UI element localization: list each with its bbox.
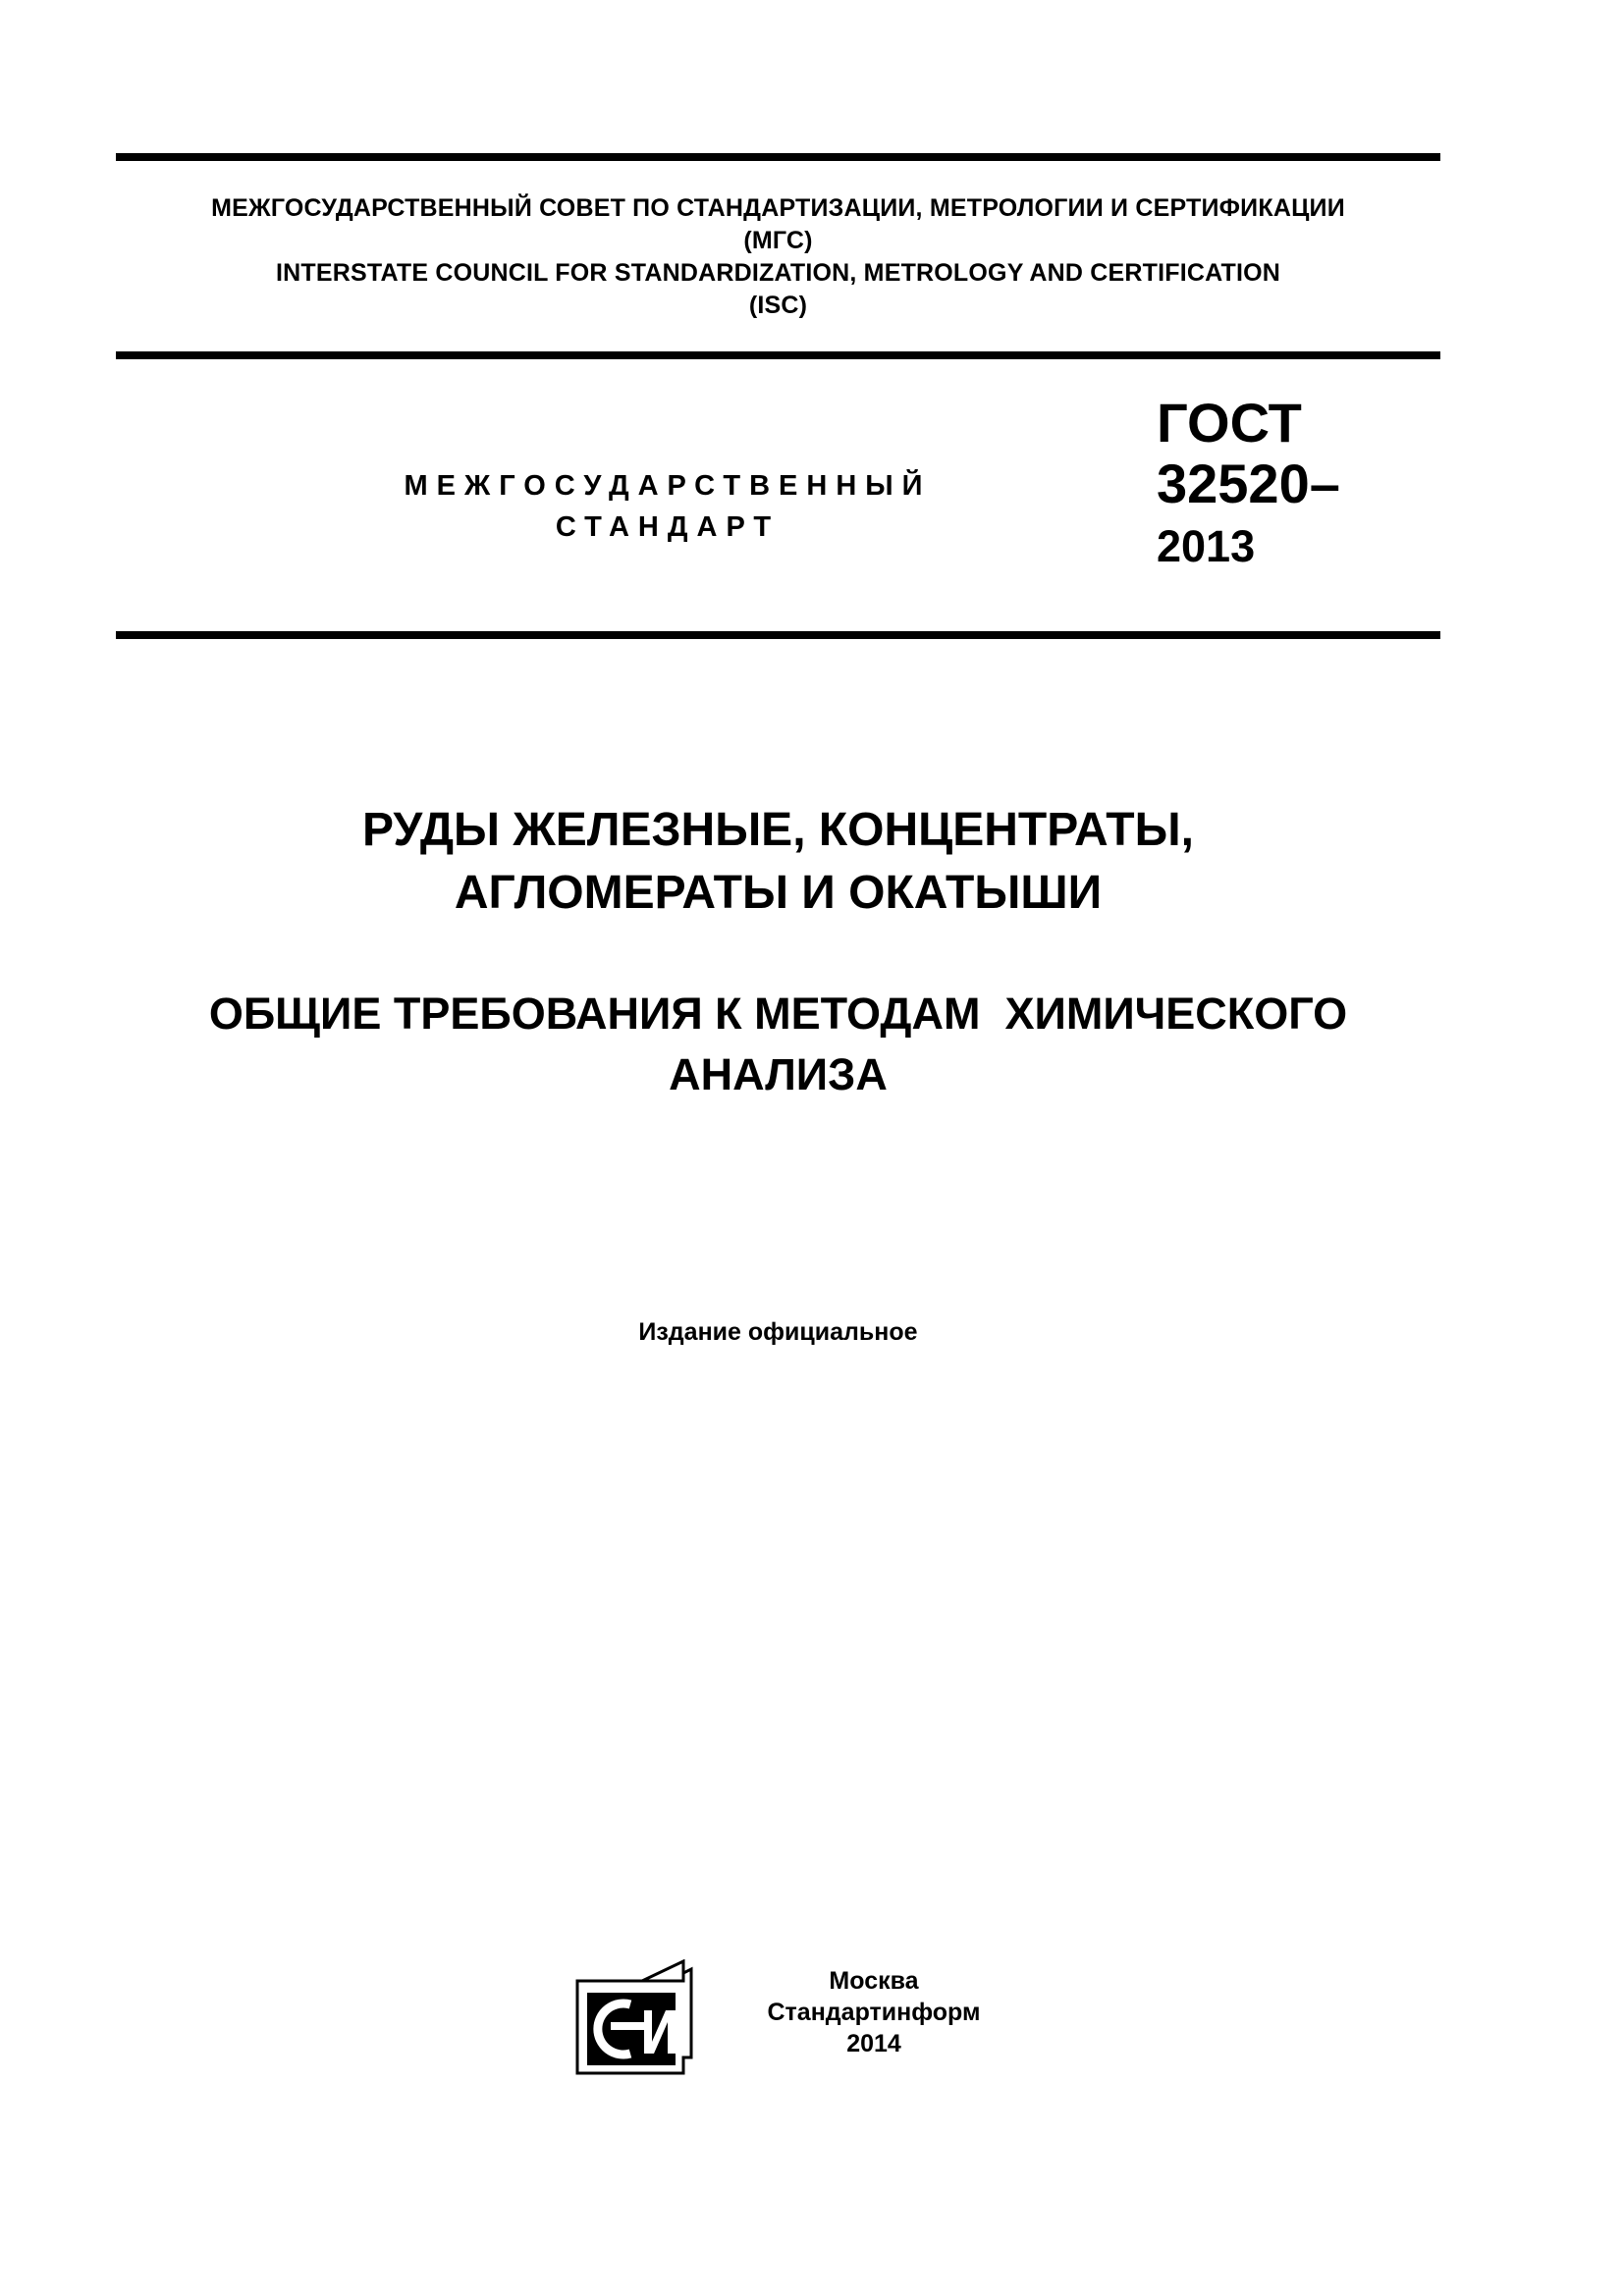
imprint-city: Москва [829, 1967, 919, 1995]
edition-note: Издание официальное [638, 1318, 918, 1346]
standartinform-logo-icon [573, 1959, 711, 2079]
title-line1: РУДЫ ЖЕЛЕЗНЫЕ, КОНЦЕНТРАТЫ, [362, 804, 1194, 856]
standard-kind-line2: СТАНДАРТ [555, 511, 781, 543]
gost-year: 2013 [1157, 521, 1256, 571]
header-bottom-rule [116, 351, 1440, 359]
gost-label: ГОСТ [1157, 392, 1302, 454]
gost-number: 32520– [1157, 453, 1340, 514]
imprint [717, 1965, 1031, 2059]
subtitle-line1: ОБЩИЕ ТРЕБОВАНИЯ К МЕТОДАМ ХИМИЧЕСКОГО [208, 988, 1348, 1039]
standard-kind-line1: МЕЖГОСУДАРСТВЕННЫЙ [404, 470, 932, 502]
document-subtitle [116, 984, 1440, 1105]
title-line2: АГЛОМЕРАТЫ И ОКАТЫШИ [454, 867, 1103, 919]
standard-kind [334, 465, 1001, 548]
council-header [116, 192, 1440, 322]
designation-bottom-rule [116, 631, 1440, 639]
council-abbr-ru: (МГС) [743, 227, 813, 254]
council-name-ru: МЕЖГОСУДАРСТВЕННЫЙ СОВЕТ ПО СТАНДАРТИЗАЦИИ, МЕТРОЛОГИИ И СЕРТИФИКАЦИИ [211, 194, 1345, 222]
subtitle-line2: АНАЛИЗА [669, 1049, 888, 1099]
council-abbr-en: (ISC) [748, 292, 808, 319]
imprint-publisher: Стандартинформ [767, 1999, 981, 2026]
gost-designation [1157, 393, 1340, 514]
document-title [116, 799, 1440, 925]
imprint-year: 2014 [846, 2030, 901, 2057]
top-rule [116, 153, 1440, 161]
council-name-en: INTERSTATE COUNCIL FOR STANDARDIZATION, METROLOGY AND CERTIFICATION [275, 259, 1281, 287]
